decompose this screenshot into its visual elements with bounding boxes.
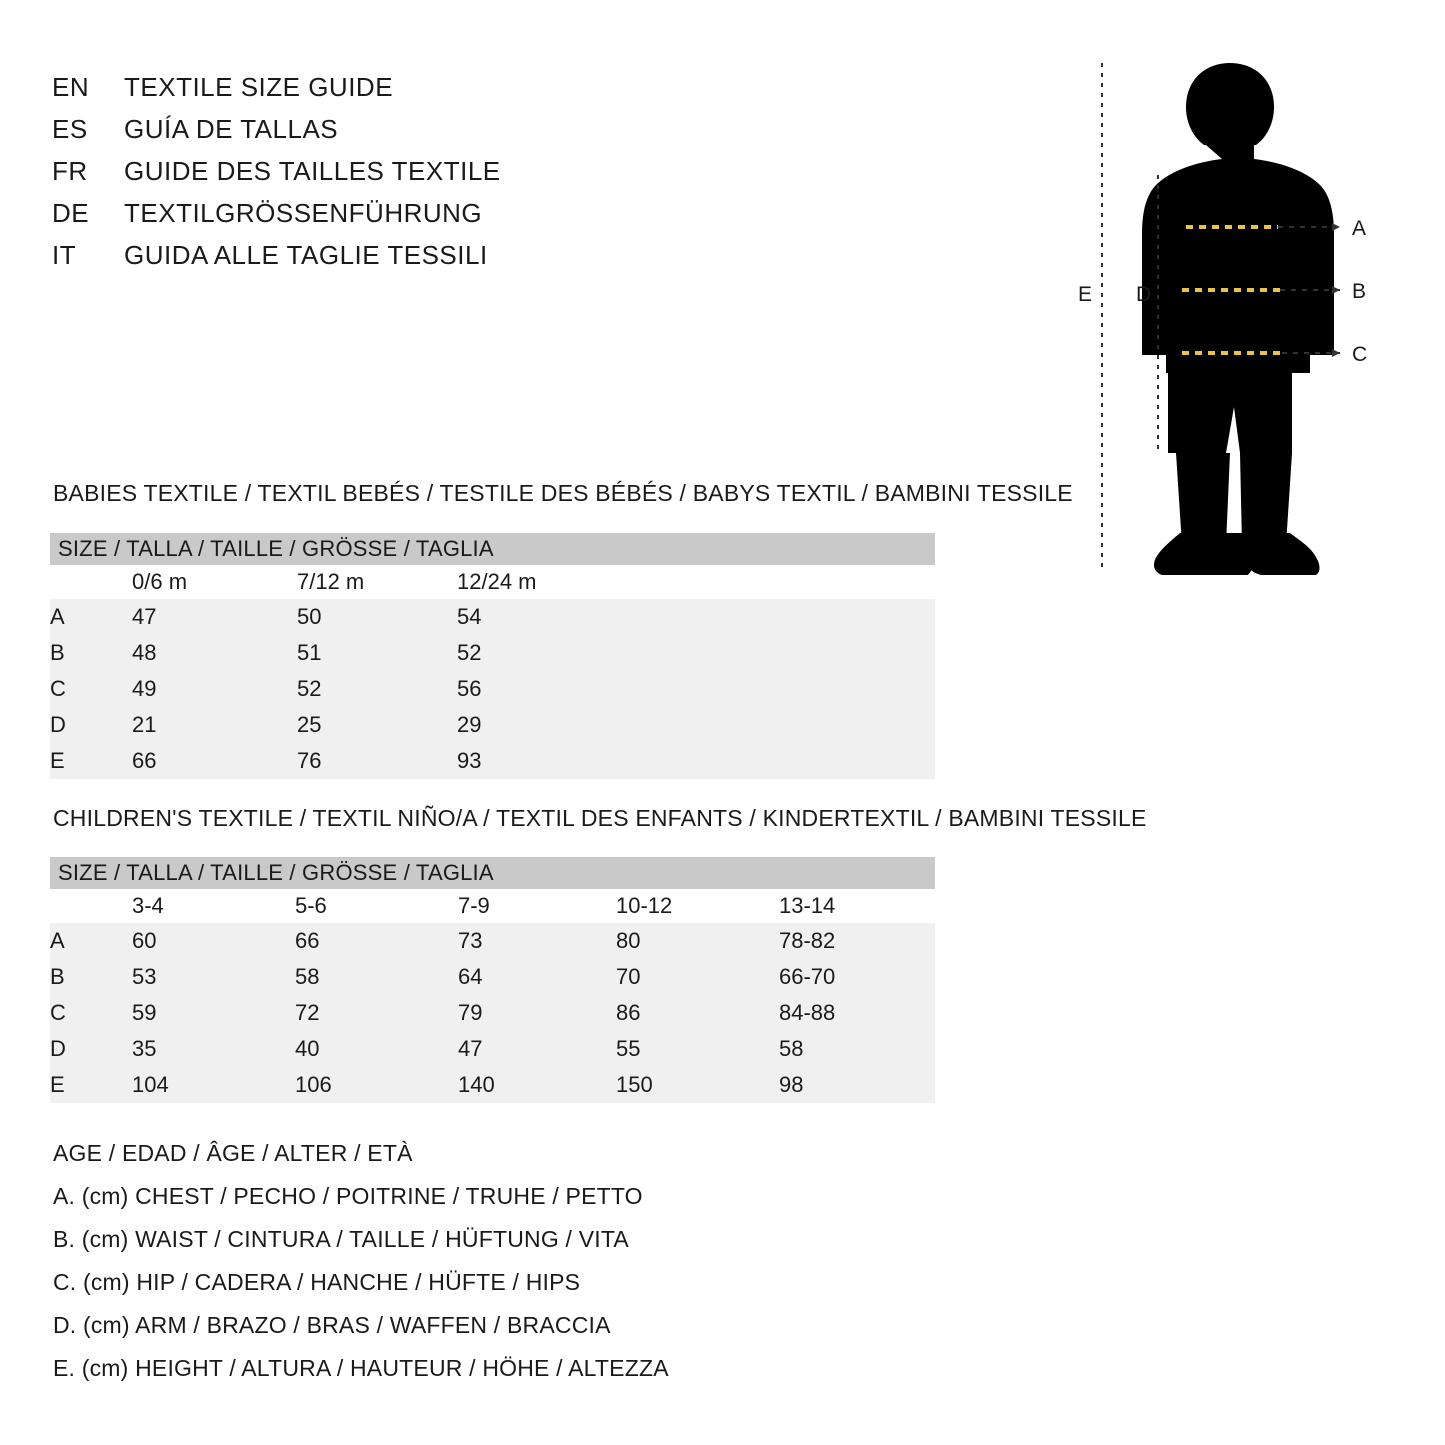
children-row-label-d: D xyxy=(50,1031,132,1067)
figure-label-e: E xyxy=(1078,283,1093,306)
babies-col-0: 0/6 m xyxy=(132,565,297,599)
figure-label-c: C xyxy=(1352,343,1368,366)
children-col-4: 13-14 xyxy=(779,889,935,923)
table-row xyxy=(50,671,935,707)
figure-label-d: D xyxy=(1136,283,1152,306)
babies-band-row xyxy=(50,533,935,565)
babies-b-1: 51 xyxy=(297,635,457,671)
children-d-4: 58 xyxy=(779,1031,935,1067)
table-row xyxy=(50,1067,935,1103)
babies-band-label: SIZE / TALLA / TAILLE / GRÖSSE / TAGLIA xyxy=(50,533,935,565)
measurement-legend xyxy=(53,1140,853,1398)
babies-a-2: 54 xyxy=(457,599,935,635)
children-d-0: 35 xyxy=(132,1031,295,1067)
title-lang-es: ES xyxy=(52,114,88,144)
babies-e-2: 93 xyxy=(457,743,935,779)
children-band-label: SIZE / TALLA / TAILLE / GRÖSSE / TAGLIA xyxy=(50,857,935,889)
table-row xyxy=(50,599,935,635)
babies-d-2: 29 xyxy=(457,707,935,743)
babies-row-label-d: D xyxy=(50,707,132,743)
title-lang-de: DE xyxy=(52,198,90,228)
children-col-corner xyxy=(50,889,132,923)
babies-b-0: 48 xyxy=(132,635,297,671)
table-row xyxy=(50,635,935,671)
children-column-header-row xyxy=(50,889,935,923)
babies-row-label-a: A xyxy=(50,599,132,635)
language-titles xyxy=(52,72,672,282)
babies-e-0: 66 xyxy=(132,743,297,779)
table-row xyxy=(50,995,935,1031)
babies-section-heading: BABIES TEXTILE / TEXTIL BEBÉS / TESTILE DES BÉBÉS / BABYS TEXTIL / BAMBINI TESSILE xyxy=(53,480,1073,506)
children-b-1: 58 xyxy=(295,959,458,995)
babies-col-2: 12/24 m xyxy=(457,565,935,599)
legend-line-d: D. (cm) ARM / BRAZO / BRAS / WAFFEN / BRACCIA xyxy=(53,1312,611,1338)
children-a-2: 73 xyxy=(458,923,616,959)
babies-e-1: 76 xyxy=(297,743,457,779)
title-row-es xyxy=(52,114,672,156)
babies-row-label-c: C xyxy=(50,671,132,707)
title-row-de xyxy=(52,198,672,240)
children-row-label-c: C xyxy=(50,995,132,1031)
title-row-it xyxy=(52,240,672,282)
legend-line-c: C. (cm) HIP / CADERA / HANCHE / HÜFTE / HIPS xyxy=(53,1269,581,1295)
title-row-en xyxy=(52,72,672,114)
children-col-2: 7-9 xyxy=(458,889,616,923)
title-text-it: GUIDA ALLE TAGLIE TESSILI xyxy=(124,240,488,270)
children-row-label-a: A xyxy=(50,923,132,959)
figure-label-b: B xyxy=(1352,280,1367,303)
legend-line-e: E. (cm) HEIGHT / ALTURA / HAUTEUR / HÖHE / ALTEZZA xyxy=(53,1355,669,1381)
children-e-1: 106 xyxy=(295,1067,458,1103)
babies-column-header-row xyxy=(50,565,935,599)
table-row xyxy=(50,959,935,995)
children-a-0: 60 xyxy=(132,923,295,959)
title-row-fr xyxy=(52,156,672,198)
legend-line-age: AGE / EDAD / ÂGE / ALTER / ETÀ xyxy=(53,1140,413,1166)
children-b-0: 53 xyxy=(132,959,295,995)
children-d-1: 40 xyxy=(295,1031,458,1067)
children-row-label-e: E xyxy=(50,1067,132,1103)
children-c-4: 84-88 xyxy=(779,995,935,1031)
child-silhouette-icon xyxy=(1030,55,1430,575)
babies-d-0: 21 xyxy=(132,707,297,743)
children-c-2: 79 xyxy=(458,995,616,1031)
children-b-2: 64 xyxy=(458,959,616,995)
figure-label-a: A xyxy=(1352,217,1367,240)
title-text-de: TEXTILGRÖSSENFÜHRUNG xyxy=(124,198,483,228)
table-row xyxy=(50,923,935,959)
children-d-3: 55 xyxy=(616,1031,779,1067)
children-c-0: 59 xyxy=(132,995,295,1031)
title-text-en: TEXTILE SIZE GUIDE xyxy=(124,72,394,102)
babies-c-0: 49 xyxy=(132,671,297,707)
babies-size-table xyxy=(50,533,935,779)
children-a-3: 80 xyxy=(616,923,779,959)
babies-row-label-b: B xyxy=(50,635,132,671)
babies-d-1: 25 xyxy=(297,707,457,743)
children-section-heading: CHILDREN'S TEXTILE / TEXTIL NIÑO/A / TEXTIL DES ENFANTS / KINDERTEXTIL / BAMBINI TESSILE xyxy=(53,805,1147,831)
children-col-0: 3-4 xyxy=(132,889,295,923)
babies-col-corner xyxy=(50,565,132,599)
title-lang-it: IT xyxy=(52,240,77,270)
babies-b-2: 52 xyxy=(457,635,935,671)
title-lang-en: EN xyxy=(52,72,90,102)
babies-a-1: 50 xyxy=(297,599,457,635)
children-e-3: 150 xyxy=(616,1067,779,1103)
children-a-1: 66 xyxy=(295,923,458,959)
children-col-1: 5-6 xyxy=(295,889,458,923)
children-b-4: 66-70 xyxy=(779,959,935,995)
babies-row-label-e: E xyxy=(50,743,132,779)
babies-a-0: 47 xyxy=(132,599,297,635)
title-text-fr: GUIDE DES TAILLES TEXTILE xyxy=(124,156,501,186)
children-c-1: 72 xyxy=(295,995,458,1031)
table-row xyxy=(50,743,935,779)
children-row-label-b: B xyxy=(50,959,132,995)
babies-col-1: 7/12 m xyxy=(297,565,457,599)
children-a-4: 78-82 xyxy=(779,923,935,959)
children-c-3: 86 xyxy=(616,995,779,1031)
babies-c-2: 56 xyxy=(457,671,935,707)
children-size-table xyxy=(50,857,935,1103)
children-b-3: 70 xyxy=(616,959,779,995)
legend-line-b: B. (cm) WAIST / CINTURA / TAILLE / HÜFTUNG / VITA xyxy=(53,1226,629,1252)
table-row xyxy=(50,707,935,743)
table-row xyxy=(50,1031,935,1067)
children-band-row xyxy=(50,857,935,889)
legend-line-a: A. (cm) CHEST / PECHO / POITRINE / TRUHE / PETTO xyxy=(53,1183,643,1209)
children-e-0: 104 xyxy=(132,1067,295,1103)
children-e-2: 140 xyxy=(458,1067,616,1103)
children-col-3: 10-12 xyxy=(616,889,779,923)
babies-c-1: 52 xyxy=(297,671,457,707)
children-e-4: 98 xyxy=(779,1067,935,1103)
children-d-2: 47 xyxy=(458,1031,616,1067)
title-lang-fr: FR xyxy=(52,156,88,186)
title-text-es: GUÍA DE TALLAS xyxy=(124,114,339,144)
measurement-figure xyxy=(1030,55,1430,575)
